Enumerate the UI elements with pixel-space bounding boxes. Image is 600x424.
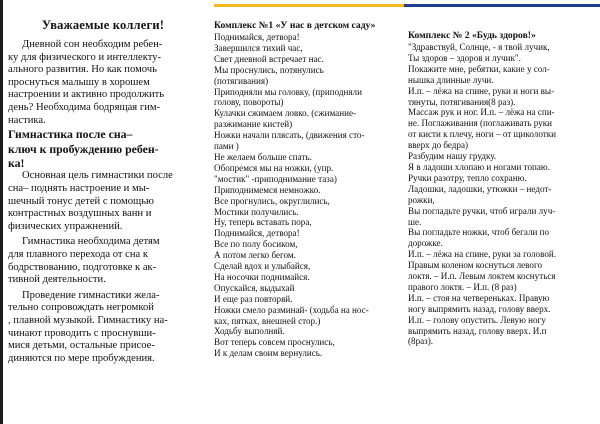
verse-line: ках, пятках, внешней стор.) [214,315,321,326]
verse-line: вверх до бедра) [408,140,469,151]
verse-line: Покажите мне, ребятки, какие у сол- [408,63,550,74]
verse-line: Кулачки сжимаем ловко. (сжимание- [214,108,357,119]
verse-line: И к делам своим вернулись. [214,348,323,359]
verse-line: правого локтя. – И.п. (8 раз) [408,281,517,292]
verse-line: Завершился тихий час, [214,42,303,53]
verse-line: "мостик" -приподнимание таза) [214,173,337,184]
verse-line: Обопремся мы на ножки, (упр. [214,162,334,173]
verse-line: Все по полу босиком, [214,239,298,250]
verse-line: И еще раз повторяй. [214,293,293,304]
verse-line: Ножки смело разминай- (ходьба на нос- [214,304,369,315]
verse-line: Разбудим нашу грудку. [408,151,497,162]
verse-line: Вы погладьте ручки, чтоб играли луч- [408,205,556,216]
verse-line: Все прогнулись, округлились, [214,195,330,206]
verse-line: И.п. – голову опустить. Левую ногу [408,314,546,325]
verse-line: Приподнимемся немножко. [214,184,321,195]
verse-line: И.п. – лёжа на спине, руки и ноги вы- [408,85,555,96]
verse-line: "Здравствуй, Солнце, - я твой лучик, [408,42,550,52]
verse-line: ногу выпрямить назад, голову вверх. [408,303,551,314]
verse-line: локтя. – И.п. Левым локтем коснуться [408,271,556,282]
verse-line: Сделай вдох и улыбайся, [214,261,311,272]
verse-line: Ходьбу выполняй. [214,326,285,337]
verse-line: тянуты, потягивания(8 раз). [408,96,516,107]
verse-line: Правым коленом коснуться левого [408,260,543,271]
verse-line: голову, повороты) [214,97,284,108]
complex-2-verse [408,42,596,347]
verse-line: от кисти к плечу, ноги – от щиколотки [408,129,557,140]
complex-2-title: Комплекс № 2 «Будь здоров!» [408,30,536,41]
verse-line: выпрямить назад, голову вверх. И.п [408,325,547,336]
complex-1-verse [214,32,394,359]
verse-line: Я в ладоши хлопаю и ногами топаю. [408,161,550,172]
verse-line: Вы погладьте ножки, чтоб бегали по [408,227,550,238]
verse-line: ше. [408,216,422,227]
verse-line: разжимание кистей) [214,119,293,130]
verse-line: А потом легко бегом. [214,250,296,261]
top-stripe-yellow [214,4,404,7]
complex-1-column [214,20,394,359]
verse-line: пами ) [214,141,239,152]
verse-line: Мы проснулись, потянулись [214,64,324,75]
verse-line: Приподняли мы головку, (приподняли [214,86,362,97]
verse-line: (потягивания) [214,75,269,86]
verse-line: нышка длинные лучи. [408,74,494,85]
top-stripe-blue [404,4,600,7]
verse-line: дорожке. [408,238,443,249]
verse-line: Ну, теперь вставать пора, [214,217,312,228]
complex-2-column [408,30,596,347]
verse-line: Ножки начали плясать, (движения сто- [214,130,365,141]
verse-line: не. Поглаживания (поглаживать руки [408,118,553,129]
verse-line: Мостики получились. [214,206,299,217]
verse-line: Поднимайся, детвора! [214,228,300,239]
verse-line: Не желаем больше спать. [214,151,312,162]
music-paragraph: Проведение гимнастики жела- тельно сопровождать негромкой , плавной музыкой. Гимнастику на- чинают проводить с проснувши- мися детьми, остальные присое- диняются по мере пробуждения. [8,289,168,364]
verse-line: Свет дневной встречает нас. [214,53,324,64]
verse-line: Опускайся, выдыхай [214,282,295,293]
verse-line: Массаж рук и ног. И.п. – лёжа на спи- [408,107,555,118]
goal-paragraph: Основная цель гимнастики после сна– поднять настроение и мы- шечный тонус детей с помощью контрастных воздушных ванн и физических упражнений. [8,170,173,232]
verse-line: Ручки разотру, тепло сохраню. [408,172,527,183]
intro-paragraph: Дневной сон необходим ребен- ку для физического и интеллекту- ального развития. Но как помочь проснуться малышу в хорошем настроении и активно продолжить день? Необходима бодрящая гим- настика. [8,39,165,126]
verse-line: Вот теперь совсем проснулись, [214,337,335,348]
verse-line: И.п. – лёжа на спине, руки за головой. [408,249,557,260]
verse-line: И.п. – стоя на четвереньках. Правую [408,292,550,303]
emphasis-heading: Гимнастика после сна– ключ к пробуждению ребен- ка! [8,127,159,170]
complex-1-title: Комплекс №1 «У нас в детском саду» [214,20,376,31]
page-title: Уважаемые коллеги! [41,18,165,32]
verse-line: Поднимайся, детвора! [214,32,300,42]
verse-line: На носочки поднимайся. [214,271,310,282]
verse-line: Ладошки, ладошки, утюжки – недот- [408,183,552,194]
intro-column [8,18,188,365]
verse-line: рожки, [408,194,435,205]
verse-line: (8раз). [408,336,434,347]
verse-line: Ты здоров – здоров и лучик". [408,52,521,63]
transition-paragraph: Гимнастика необходима детям для плавного перехода от сна к бодрствованию, подготовке к ак- тивной деятельности. [8,236,160,286]
